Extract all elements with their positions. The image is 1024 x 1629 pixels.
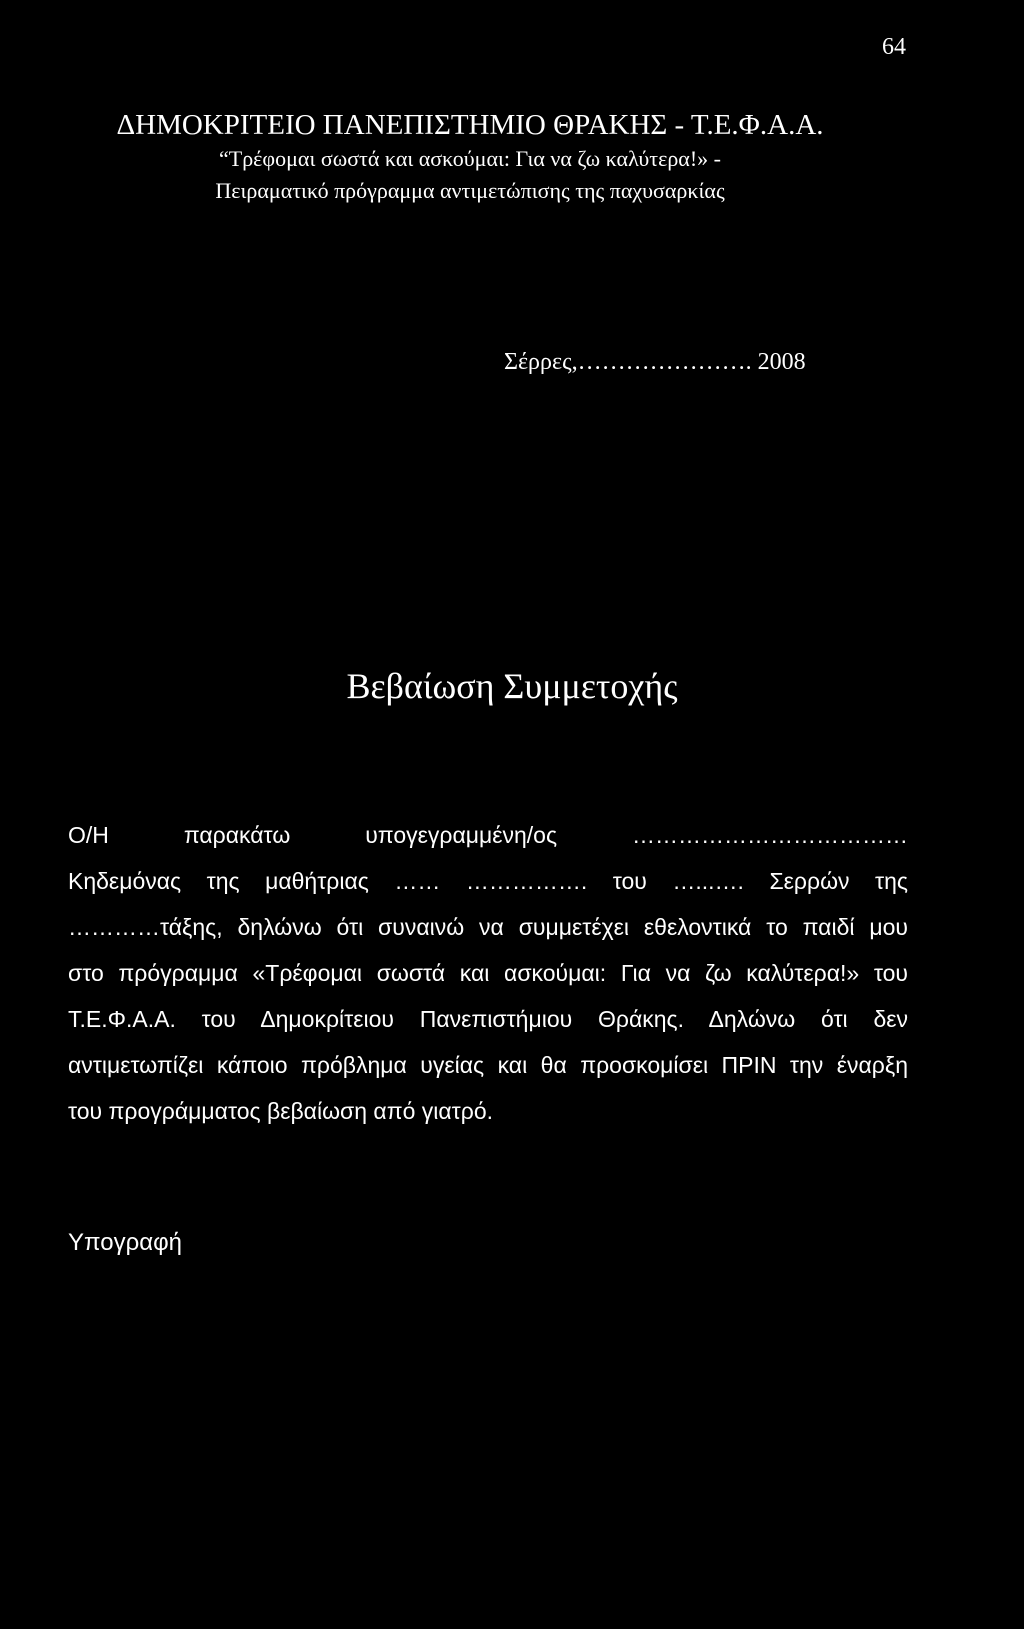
- declaration-line: Ο/Η παρακάτω υπογεγραμμένη/ος ………………………………: [68, 822, 908, 848]
- declaration-line: του προγράμματος βεβαίωση από γιατρό.: [68, 1098, 494, 1124]
- declaration-line: αντιμετωπίζει κάποιο πρόβλημα υγείας και θα προσκομίσει ΠΡΙΝ την έναρξη: [68, 1052, 908, 1078]
- declaration-line: Κηδεμόνας της μαθήτριας …… ……………. του …...…. Σερρών της: [68, 868, 908, 894]
- document-title: Βεβαίωση Συμμετοχής: [346, 666, 678, 706]
- declaration-line: Τ.Ε.Φ.Α.Α. του Δημοκρίτειου Πανεπιστήμιου Θράκης. Δηλώνω ότι δεν: [68, 1006, 908, 1032]
- program-subtitle: Πειραματικό πρόγραμμα αντιμετώπισης της παχυσαρκίας: [215, 178, 725, 203]
- program-title: “Τρέφομαι σωστά και ασκούμαι: Για να ζω καλύτερα!» -: [219, 146, 721, 171]
- signature-label: Υπογραφή: [68, 1229, 183, 1256]
- declaration-line: …………τάξης, δηλώνω ότι συναινώ να συμμετέχει εθελοντικά το παιδί μου: [68, 914, 908, 940]
- declaration-body: [68, 812, 908, 1134]
- place-date: Σέρρες,…………………. 2008: [504, 349, 806, 375]
- declaration-line: στο πρόγραμμα «Τρέφομαι σωστά και ασκούμαι: Για να ζω καλύτερα!» του: [68, 960, 908, 986]
- document-header: [100, 107, 840, 207]
- page-number: 64: [882, 34, 906, 60]
- university-name: ΔΗΜΟΚΡΙΤΕΙΟ ΠΑΝΕΠΙΣΤΗΜΙΟ ΘΡΑΚΗΣ - Τ.Ε.Φ.Α.Α.: [116, 109, 824, 141]
